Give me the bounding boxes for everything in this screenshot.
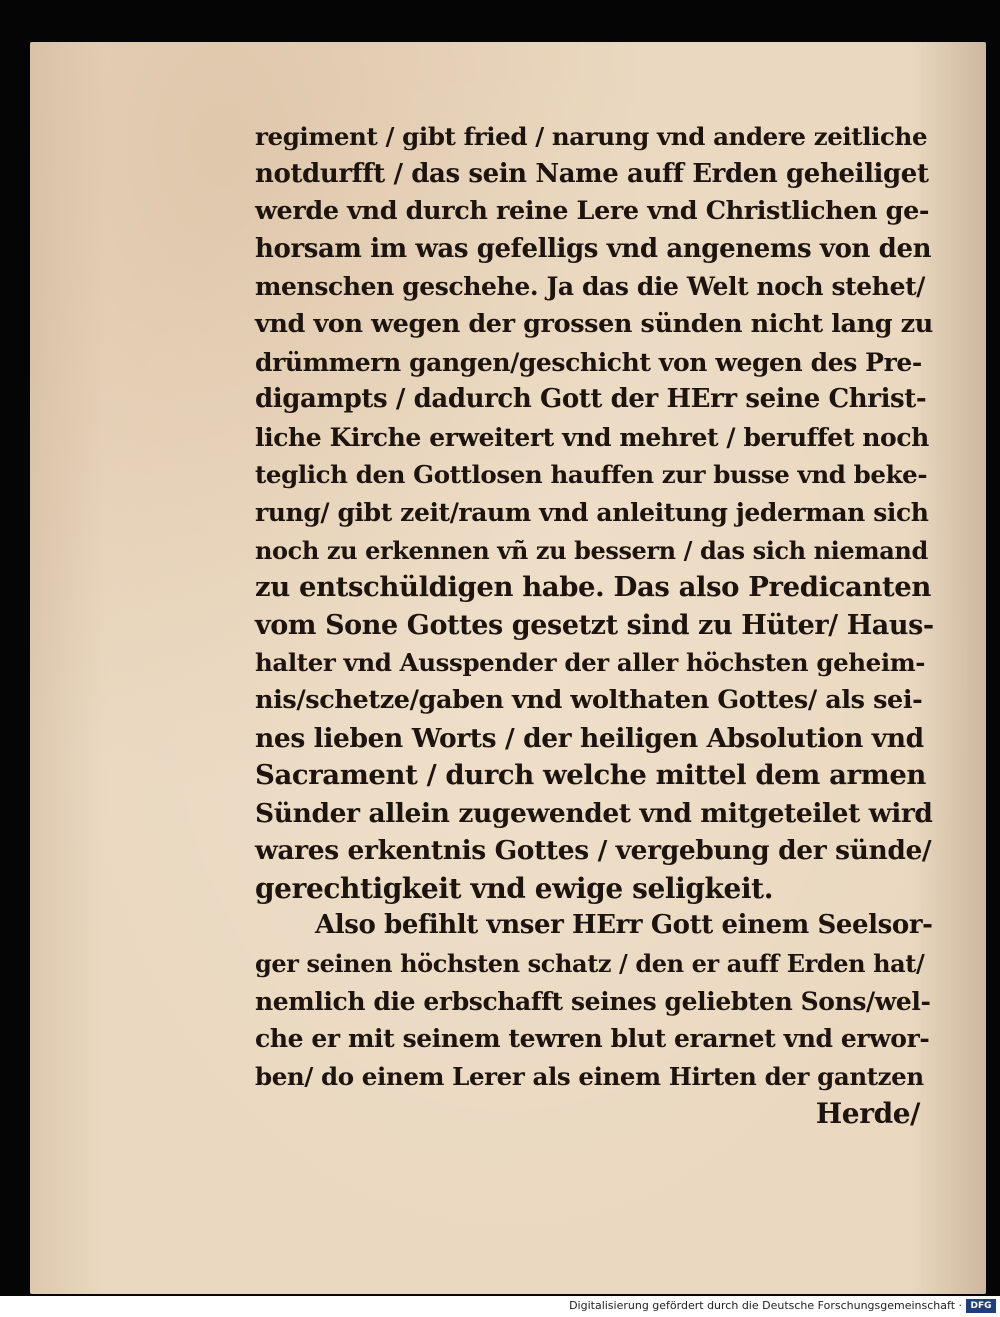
text-line: gerechtigkeit vnd ewige seligkeit.	[255, 871, 774, 905]
catchword: Herde/	[815, 1097, 920, 1131]
funding-credit: Digitalisierung gefördert durch die Deutsche Forschungsgemeinschaft ·	[569, 1299, 962, 1312]
text-line: werde vnd durch reine Lere vnd Christlichen ge-	[255, 196, 930, 227]
text-line: rung/ gibt zeit/raum vnd anleitung jederman sich	[255, 497, 929, 527]
paragraph-start-line: Also befihlt vnser HErr Gott einem Seelsor-	[315, 910, 933, 941]
text-line: menschen geschehe. Ja das die Welt noch stehet/	[255, 272, 925, 302]
text-line: vnd von wegen der grossen sünden nicht lang zu	[255, 308, 933, 339]
text-line: vom Sone Gottes gesetzt sind zu Hüter/ Haus-	[255, 609, 934, 641]
footer-bar	[0, 1296, 1000, 1317]
text-line: regiment / gibt fried / narung vnd andere zeitliche	[255, 122, 928, 151]
text-line: digampts / dadurch Gott der HErr seine Christ-	[255, 384, 927, 415]
text-line: halter vnd Ausspender der aller höchsten geheim-	[255, 648, 926, 678]
text-line: drümmern gangen/geschicht von wegen des Pre-	[255, 347, 922, 377]
text-line: liche Kirche erweitert vnd mehret / beruffet noch	[255, 422, 929, 452]
text-line: che er mit seinem tewren blut erarnet vnd erwor-	[255, 1024, 930, 1054]
dfg-logo: DFG	[966, 1299, 996, 1313]
text-line: notdurfft / das sein Name auff Erden geheiliget	[255, 158, 929, 189]
text-line: ger seinen höchsten schatz / den er auff Erden hat/	[255, 949, 925, 979]
text-line: nis/schetze/gaben vnd wolthaten Gottes/ als sei-	[255, 684, 923, 715]
text-line: noch zu erkennen vñ zu bessern / das sich niemand	[255, 535, 928, 565]
text-line: teglich den Gottlosen hauffen zur busse vnd beke-	[255, 460, 928, 490]
text-line: nes lieben Worts / der heiligen Absolution vnd	[255, 722, 924, 754]
text-line: nemlich die erbschafft seines geliebten Sons/wel-	[255, 986, 931, 1016]
text-line: ben/ do einem Lerer als einem Hirten der gantzen	[255, 1061, 924, 1091]
text-line: zu entschüldigen habe. Das also Predicanten	[255, 571, 931, 604]
text-line: horsam im was gefelligs vnd angenems von den	[255, 233, 932, 264]
text-line: wares erkentnis Gottes / vergebung der sünde/	[255, 835, 932, 867]
page-text-block	[255, 118, 935, 1133]
text-line: Sacrament / durch welche mittel dem armen	[255, 759, 927, 792]
text-line: Sünder allein zugewendet vnd mitgeteilet wird	[255, 797, 933, 829]
